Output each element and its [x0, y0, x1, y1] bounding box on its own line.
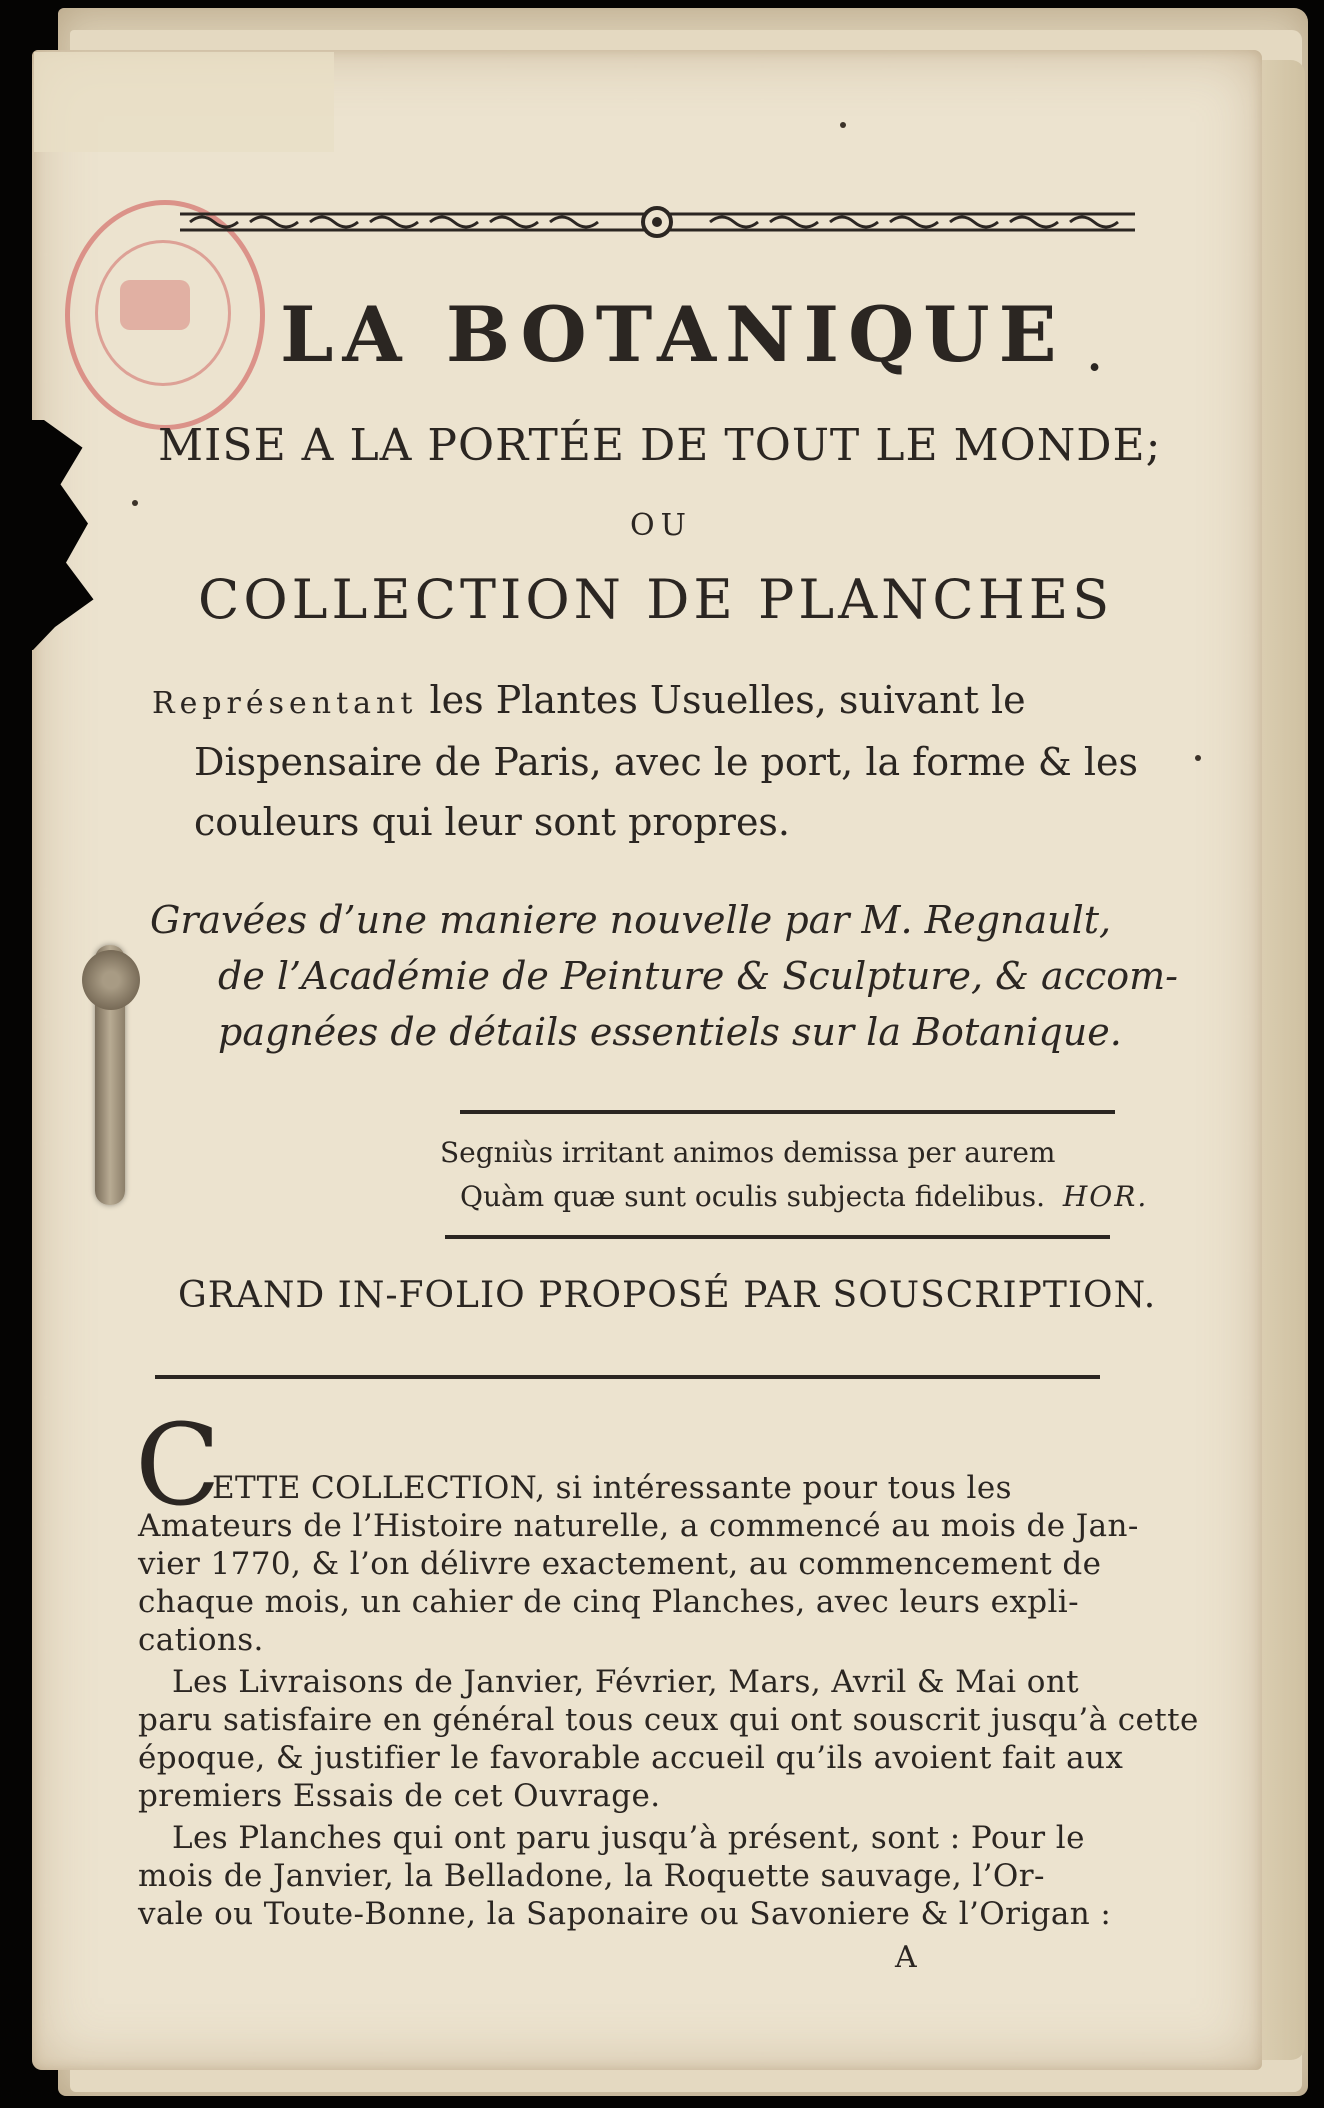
epigraph-line-2-text: Quàm quæ sunt oculis subjecta fidelibus.	[460, 1180, 1046, 1213]
subtitle: MISE A LA PORTÉE DE TOUT LE MONDE;	[158, 420, 1162, 471]
description-line-1	[152, 670, 1026, 734]
divider	[155, 1375, 1100, 1379]
description-line-2: Dispensaire de Paris, avec le port, la forme & les	[194, 740, 1138, 784]
engraving-line-2: de l’Académie de Peinture & Sculpture, & accom-	[218, 954, 1179, 998]
binding-knot	[82, 950, 140, 1010]
body-line: vier 1770, & l’on délivre exactement, au commencement de	[138, 1546, 1102, 1582]
body-line: mois de Janvier, la Belladone, la Roquette sauvage, l’Or-	[138, 1858, 1045, 1894]
body-line: cations.	[138, 1622, 264, 1658]
dropcap: C	[135, 1401, 221, 1531]
body-line: époque, & justifier le favorable accueil qu’ils avoient fait aux	[138, 1740, 1124, 1776]
divider	[445, 1235, 1110, 1239]
description-line-3: couleurs qui leur sont propres.	[194, 800, 791, 844]
body-line: vale ou Toute-Bonne, la Saponaire ou Savoniere & l’Origan :	[138, 1896, 1112, 1932]
signature-mark: A	[895, 1940, 917, 1975]
body-line: premiers Essais de cet Ouvrage.	[138, 1778, 661, 1814]
paper-fold-strip	[34, 52, 334, 152]
epigraph-line-2	[460, 1176, 1148, 1218]
body-line: paru satisfaire en général tous ceux qui ont souscrit jusqu’à cette	[138, 1702, 1199, 1738]
paper-speck	[1195, 755, 1201, 761]
paper-speck	[132, 500, 138, 506]
description-line-1-text: les Plantes Usuelles, suivant le	[417, 678, 1026, 722]
ornament-band-icon	[180, 205, 1135, 239]
body-line: Les Livraisons de Janvier, Février, Mars, Avril & Mai ont	[172, 1664, 1080, 1700]
body-line: ETTE COLLECTION, si intéressante pour tous les	[212, 1470, 1012, 1506]
engraving-line-3: pagnées de détails essentiels sur la Botanique.	[218, 1010, 1122, 1054]
collection-heading: COLLECTION DE PLANCHES	[198, 568, 1114, 631]
divider	[460, 1110, 1115, 1114]
paper-speck	[840, 122, 846, 128]
engraving-line-1	[150, 892, 1111, 948]
body-line: Amateurs de l’Histoire naturelle, a commencé au mois de Jan-	[138, 1508, 1139, 1544]
engraving-lead: Gravées	[150, 898, 308, 942]
library-stamp-mark-icon	[120, 280, 190, 330]
epigraph-line-1: Segniùs irritant animos demissa per aurem	[440, 1136, 1056, 1169]
conjunction: OU	[630, 508, 692, 543]
epigraph-attribution: HOR.	[1062, 1180, 1149, 1213]
body-line: Les Planches qui ont paru jusqu’à présent, sont : Pour le	[172, 1820, 1085, 1856]
body-line: chaque mois, un cahier de cinq Planches, avec leurs expli-	[138, 1584, 1079, 1620]
description-lead: Représentant	[152, 686, 418, 721]
title-mark: .	[1085, 315, 1105, 385]
engraving-line-1-text: d’une maniere nouvelle par M. Regnault,	[307, 898, 1112, 942]
page-title: LA BOTANIQUE	[280, 290, 1066, 379]
format-note: GRAND IN-FOLIO PROPOSÉ PAR SOUSCRIPTION.	[178, 1275, 1157, 1316]
